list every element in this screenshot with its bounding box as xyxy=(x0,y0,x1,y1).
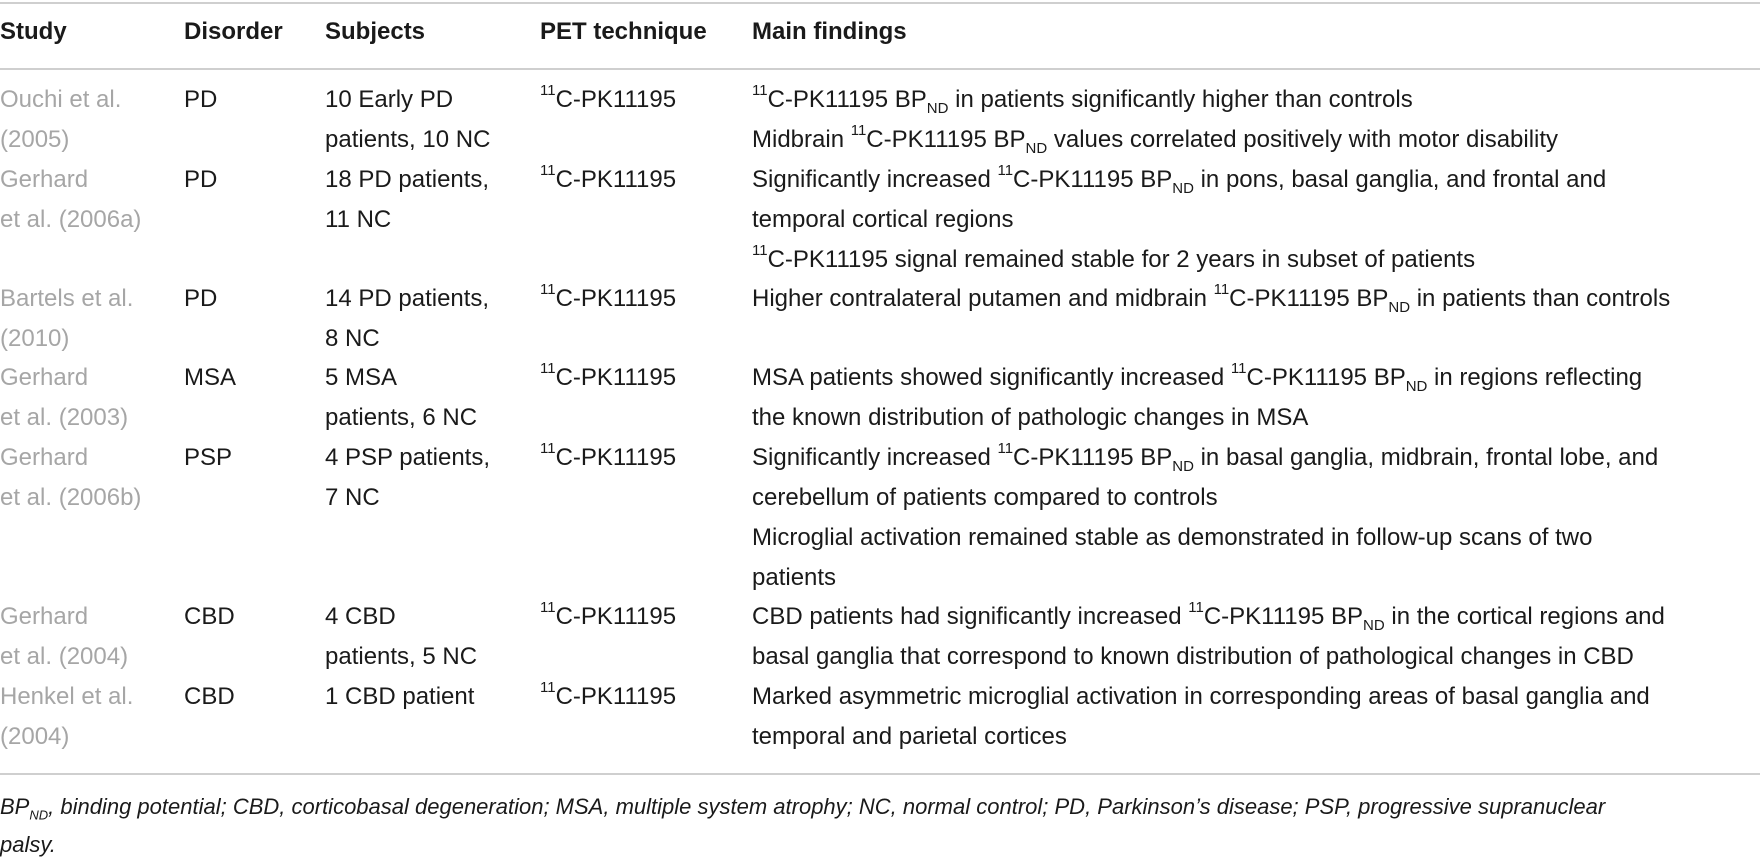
cell-main-findings xyxy=(752,677,1650,757)
cell-study xyxy=(0,80,121,160)
cell-subjects xyxy=(325,80,490,160)
top-rule xyxy=(0,2,1760,4)
cell-subjects xyxy=(325,358,477,438)
finding-line xyxy=(752,80,1558,120)
pet-line xyxy=(540,80,676,120)
cell-pet-technique xyxy=(540,80,676,120)
tracer-isotope-sup: 11 xyxy=(1213,281,1230,298)
tracer-name: C-PK11195 xyxy=(1013,166,1134,193)
tracer-isotope-sup: 11 xyxy=(540,599,556,616)
study-line: Gerhard xyxy=(0,444,89,471)
tracer-name: C-PK11195 xyxy=(866,126,987,153)
footnote-bp: BP xyxy=(0,794,30,819)
finding-text: values correlated positively with motor disability xyxy=(1047,126,1559,153)
finding-line xyxy=(752,240,1606,280)
subjects-line: 5 MSA xyxy=(325,364,398,391)
tracer-isotope-sup: 11 xyxy=(752,242,768,259)
finding-text: Midbrain xyxy=(752,126,851,153)
cell-disorder xyxy=(184,279,217,319)
binding-potential-sub: ND xyxy=(1388,298,1411,316)
subjects-line: 4 PSP patients, xyxy=(325,444,490,471)
tracer-isotope-sup: 11 xyxy=(540,82,556,99)
tracer-name: C-PK11195 xyxy=(1203,603,1325,630)
finding-line: Marked asymmetric microglial activation in corresponding areas of basal ganglia and xyxy=(752,683,1650,710)
header-study: Study xyxy=(0,18,67,45)
pet-line xyxy=(540,279,676,319)
subjects-line: 8 NC xyxy=(325,325,380,352)
cell-main-findings xyxy=(752,597,1665,677)
study-line: et al. (2004) xyxy=(0,643,129,670)
finding-text: in patients significantly higher than controls xyxy=(948,86,1413,113)
tracer-name: C-PK11195 xyxy=(767,246,889,273)
cell-pet-technique xyxy=(540,279,676,319)
finding-line: patients xyxy=(752,564,837,591)
header-subjects: Subjects xyxy=(325,18,426,45)
cell-disorder xyxy=(184,80,217,120)
study-line: et al. (2006a) xyxy=(0,206,142,233)
finding-line xyxy=(752,160,1606,200)
binding-potential-sub: ND xyxy=(1025,139,1048,157)
cell-disorder xyxy=(184,597,235,637)
finding-text: in patients than controls xyxy=(1410,285,1671,312)
cell-disorder xyxy=(184,438,232,478)
subjects-line: 14 PD patients, xyxy=(325,285,490,312)
subjects-line: 18 PD patients, xyxy=(325,166,490,193)
tracer-isotope-sup: 11 xyxy=(540,679,556,696)
finding-line xyxy=(752,279,1670,319)
tracer-isotope-sup: 11 xyxy=(850,122,867,139)
footer-rule xyxy=(0,773,1760,775)
finding-line: cerebellum of patients compared to controls xyxy=(752,484,1218,511)
binding-potential: BP xyxy=(1331,603,1364,630)
finding-line: the known distribution of pathologic changes in MSA xyxy=(752,404,1309,431)
study-line: (2004) xyxy=(0,723,70,750)
study-line: (2010) xyxy=(0,325,70,352)
header-main-findings: Main findings xyxy=(752,18,907,45)
footnote-text: , binding potential; CBD, corticobasal degeneration; MSA, multiple system atrophy; NC, normal control; PD, Parkinson’s disease; PSP, progressive supranuclear xyxy=(48,794,1606,819)
tracer-space xyxy=(1324,603,1331,630)
tracer-name: C-PK11195 xyxy=(767,86,889,113)
subjects-line: 1 CBD patient xyxy=(325,683,475,710)
cell-pet-technique xyxy=(540,677,676,717)
header-disorder: Disorder xyxy=(184,18,283,45)
subjects-line: patients, 6 NC xyxy=(325,404,478,431)
header-rule xyxy=(0,68,1760,70)
study-line: Henkel et al. xyxy=(0,683,134,710)
tracer-name: C-PK11195 xyxy=(555,86,677,113)
tracer-isotope-sup: 11 xyxy=(540,360,556,377)
binding-potential-sub: ND xyxy=(1363,616,1385,634)
disorder-text: CBD xyxy=(184,683,235,710)
study-line: Gerhard xyxy=(0,603,89,630)
tracer-isotope-sup: 11 xyxy=(997,162,1014,179)
binding-potential-sub: ND xyxy=(1172,457,1194,475)
cell-subjects xyxy=(325,160,489,240)
binding-potential: BP xyxy=(993,126,1026,153)
binding-potential: BP xyxy=(1140,166,1173,193)
pet-line xyxy=(540,597,676,637)
cell-main-findings xyxy=(752,438,1658,598)
cell-pet-technique xyxy=(540,597,676,637)
finding-text: in regions reflecting xyxy=(1427,364,1643,391)
finding-text: Higher contralateral putamen and midbrain xyxy=(752,285,1214,312)
cell-subjects xyxy=(325,597,477,677)
finding-text: in basal ganglia, midbrain, frontal lobe, and xyxy=(1193,444,1659,471)
footnote-text-cont: palsy. xyxy=(0,832,56,857)
tracer-name: C-PK11195 xyxy=(555,285,677,312)
binding-potential-sub: ND xyxy=(1172,179,1194,197)
tracer-name: C-PK11195 xyxy=(555,683,677,710)
finding-line: temporal cortical regions xyxy=(752,206,1014,233)
finding-line xyxy=(752,120,1558,160)
subjects-line: 11 NC xyxy=(325,206,392,233)
finding-text: MSA patients showed significantly increased xyxy=(752,364,1231,391)
finding-line xyxy=(752,438,1658,478)
tracer-isotope-sup: 11 xyxy=(997,440,1014,457)
cell-pet-technique xyxy=(540,438,676,478)
cell-disorder xyxy=(184,160,217,200)
subjects-line: patients, 10 NC xyxy=(325,126,491,153)
study-line: Bartels et al. xyxy=(0,285,134,312)
cell-main-findings xyxy=(752,80,1558,160)
study-line: Ouchi et al. xyxy=(0,86,122,113)
finding-line: basal ganglia that correspond to known distribution of pathological changes in CBD xyxy=(752,643,1634,670)
finding-line: Microglial activation remained stable as demonstrated in follow-up scans of two xyxy=(752,524,1593,551)
tracer-isotope-sup: 11 xyxy=(1188,599,1204,616)
finding-line xyxy=(752,597,1665,637)
footnote-bp-sub: ND xyxy=(29,807,49,823)
binding-potential-sub: ND xyxy=(1405,377,1428,395)
disorder-text: PSP xyxy=(184,444,233,471)
cell-study xyxy=(0,677,133,757)
tracer-isotope-sup: 11 xyxy=(540,281,556,298)
binding-potential-sub: ND xyxy=(926,99,949,117)
tracer-space xyxy=(888,86,895,113)
cell-study xyxy=(0,160,141,240)
pet-line xyxy=(540,358,676,398)
tracer-name: C-PK11195 xyxy=(555,444,677,471)
binding-potential: BP xyxy=(894,86,927,113)
table-footnote xyxy=(0,788,1750,864)
disorder-text: PD xyxy=(184,86,218,113)
cell-study xyxy=(0,438,141,518)
cell-subjects xyxy=(325,677,474,717)
disorder-text: PD xyxy=(184,285,218,312)
cell-disorder xyxy=(184,358,236,398)
tracer-name: C-PK11195 xyxy=(555,364,677,391)
disorder-text: MSA xyxy=(184,364,237,391)
cell-study xyxy=(0,358,128,438)
tracer-name: C-PK11195 xyxy=(555,603,677,630)
study-line: et al. (2003) xyxy=(0,404,129,431)
study-line: (2005) xyxy=(0,126,70,153)
tracer-name: C-PK11195 xyxy=(1229,285,1350,312)
finding-text: Significantly increased xyxy=(752,166,998,193)
subjects-line: 10 Early PD xyxy=(325,86,454,113)
finding-text: in pons, basal ganglia, and frontal and xyxy=(1193,166,1607,193)
tracer-space xyxy=(1367,364,1374,391)
subjects-line: 7 NC xyxy=(325,484,380,511)
finding-text: in the cortical regions and xyxy=(1384,603,1665,630)
subjects-line: 4 CBD xyxy=(325,603,396,630)
tracer-isotope-sup: 11 xyxy=(752,82,768,99)
binding-potential: BP xyxy=(1140,444,1173,471)
study-line: Gerhard xyxy=(0,166,89,193)
pet-line xyxy=(540,677,676,717)
pet-line xyxy=(540,160,676,200)
tracer-name: C-PK11195 xyxy=(1013,444,1134,471)
tracer-name: C-PK11195 xyxy=(1246,364,1368,391)
cell-pet-technique xyxy=(540,358,676,398)
tracer-isotope-sup: 11 xyxy=(540,162,556,179)
tracer-name: C-PK11195 xyxy=(555,166,677,193)
study-line: et al. (2006b) xyxy=(0,484,142,511)
disorder-text: PD xyxy=(184,166,218,193)
cell-main-findings xyxy=(752,160,1606,280)
binding-potential: BP xyxy=(1373,364,1406,391)
tracer-isotope-sup: 11 xyxy=(1230,360,1247,377)
tracer-isotope-sup: 11 xyxy=(540,440,556,457)
header-pet-technique: PET technique xyxy=(540,18,707,45)
finding-text: signal remained stable for 2 years in subset of patients xyxy=(888,246,1476,273)
pet-line xyxy=(540,438,676,478)
binding-potential: BP xyxy=(1356,285,1389,312)
finding-text: Significantly increased xyxy=(752,444,998,471)
cell-pet-technique xyxy=(540,160,676,200)
cell-main-findings xyxy=(752,358,1642,438)
cell-disorder xyxy=(184,677,235,717)
cell-subjects xyxy=(325,279,489,359)
cell-main-findings xyxy=(752,279,1670,319)
cell-subjects xyxy=(325,438,490,518)
subjects-line: patients, 5 NC xyxy=(325,643,478,670)
cell-study xyxy=(0,279,133,359)
finding-line xyxy=(752,358,1642,398)
finding-text: CBD patients had significantly increased xyxy=(752,603,1189,630)
disorder-text: CBD xyxy=(184,603,235,630)
cell-study xyxy=(0,597,128,677)
finding-line: temporal and parietal cortices xyxy=(752,723,1067,750)
study-line: Gerhard xyxy=(0,364,89,391)
